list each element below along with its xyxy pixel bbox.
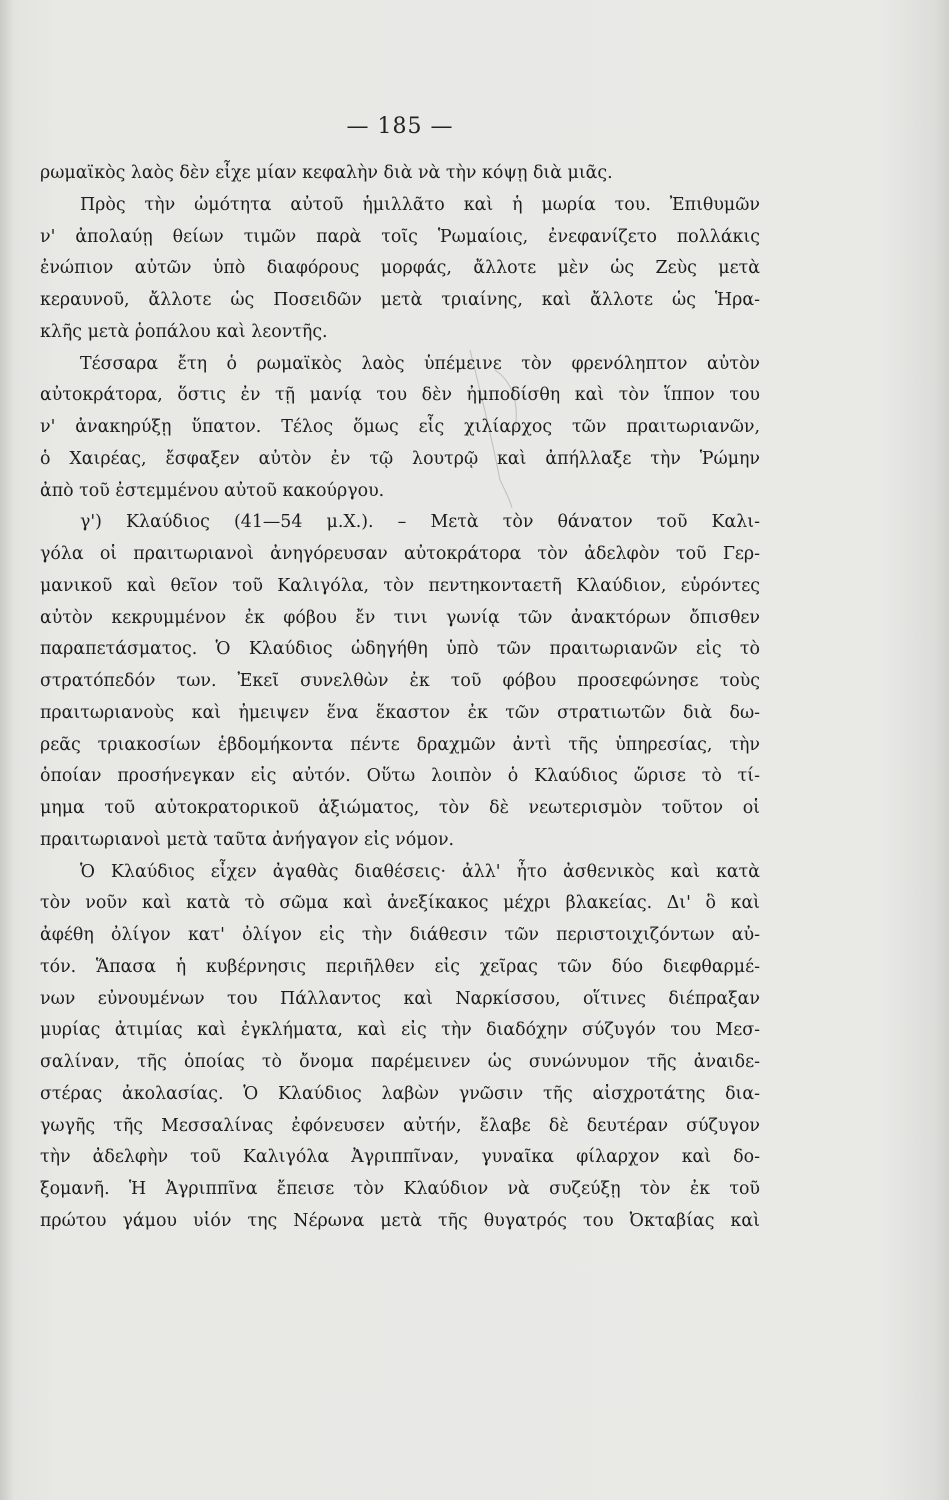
text-line: γ') Κλαύδιος (41—54 μ.Χ.). – Μετὰ τὸν θάνατον τοῦ Καλι- — [80, 512, 760, 533]
text-line: μανικοῦ καὶ θεῖον τοῦ Καλιγόλα, τὸν πεντηκονταετῆ Κλαύδιον, εὑρόντες — [40, 575, 760, 596]
text-line: στέρας ἀκολασίας. Ὁ Κλαύδιος λαβὼν γνῶσιν τῆς αἰσχροτάτης δια- — [40, 1083, 760, 1104]
text-line: πραιτωριανοὺς καὶ ἠμειψεν ἕνα ἕκαστον ἐκ τῶν στρατιωτῶν διὰ δω- — [40, 702, 760, 723]
text-line: παραπετάσματος. Ὁ Κλαύδιος ὡδηγήθη ὑπὸ τῶν πραιτωριανῶν εἰς τὸ — [40, 639, 760, 660]
text-line: γωγῆς τῆς Μεσσαλίνας ἐφόνευσεν αὐτήν, ἔλαβε δὲ δευτέραν σύζυγον — [40, 1115, 760, 1136]
text-line: ἀφέθη ὀλίγον κατ' ὀλίγον εἰς τὴν διάθεσιν τῶν περιστοιχιζόντων αὐ- — [40, 925, 760, 945]
text-line: ρωμαϊκὸς λαὸς δὲν εἶχε μίαν κεφαλὴν διὰ νὰ τὴν κόψῃ διὰ μιᾶς. — [40, 163, 613, 183]
text-line: σαλίναν, τῆς ὁποίας τὸ ὄνομα παρέμεινεν ὡς συνώνυμον τῆς ἀναιδε- — [40, 1052, 760, 1072]
text-line: αὐτοκράτορα, ὅστις ἐν τῇ μανίᾳ του δὲν ἠμποδίσθη καὶ τὸν ἵππον του — [40, 385, 760, 406]
text-line: ὁποίαν προσήνεγκαν εἰς αὐτόν. Οὕτω λοιπὸν ὁ Κλαύδιος ὥρισε τὸ τί- — [40, 766, 760, 787]
text-line: κεραυνοῦ, ἄλλοτε ὡς Ποσειδῶν μετὰ τριαίνης, καὶ ἄλλοτε ὡς Ἡρα- — [40, 290, 760, 310]
body-text — [40, 158, 760, 1238]
text-line: Τέσσαρα ἔτη ὁ ρωμαϊκὸς λαὸς ὑπέμεινε τὸν φρενόληπτον αὐτὸν — [80, 353, 760, 374]
text-line: ν' ἀπολαύῃ θείων τιμῶν παρὰ τοῖς Ῥωμαίοις, ἐνεφανίζετο πολλάκις — [40, 226, 760, 247]
text-line: πρώτου γάμου υἱόν της Νέρωνα μετὰ τῆς θυγατρός του Ὀκταβίας καὶ — [40, 1210, 760, 1231]
text-line: τὸν νοῦν καὶ κατὰ τὸ σῶμα καὶ ἀνεξίκακος μέχρι βλακείας. Δι' ὃ καὶ — [40, 893, 760, 914]
page-number: — 185 — — [346, 114, 454, 139]
text-line: ἐνώπιον αὐτῶν ὑπὸ διαφόρους μορφάς, ἄλλοτε μὲν ὡς Ζεὺς μετὰ — [40, 258, 760, 279]
text-line: Πρὸς τὴν ὠμότητα αὐτοῦ ἡμιλλᾶτο καὶ ἡ μωρία του. Ἐπιθυμῶν — [80, 194, 760, 215]
text-line: μυρίας ἀτιμίας καὶ ἐγκλήματα, καὶ εἰς τὴν διαδόχην σύζυγόν του Μεσ- — [40, 1020, 760, 1041]
text-line: τόν. Ἅπασα ἡ κυβέρνησις περιῆλθεν εἰς χεῖρας τῶν δύο διεφθαρμέ- — [40, 956, 760, 977]
text-line: ξομανῆ. Ἡ Ἀγριππῖνα ἔπεισε τὸν Κλαύδιον νὰ συζεύξῃ τὸν ἐκ τοῦ — [40, 1179, 760, 1199]
text-line: ἀπὸ τοῦ ἐστεμμένου αὐτοῦ κακούργου. — [40, 480, 385, 501]
text-line: αὐτὸν κεκρυμμένον ἐκ φόβου ἔν τινι γωνίᾳ τῶν ἀνακτόρων ὄπισθεν — [40, 607, 760, 628]
text-line: Ὁ Κλαύδιος εἶχεν ἀγαθὰς διαθέσεις· ἀλλ' ἦτο ἀσθενικὸς καὶ κατὰ — [80, 861, 760, 882]
text-line: κλῆς μετὰ ῥοπάλου καὶ λεοντῆς. — [40, 321, 328, 342]
text-line: ὁ Χαιρέας, ἔσφαξεν αὐτὸν ἐν τῷ λουτρῷ καὶ ἀπήλλαξε τὴν Ῥώμην — [40, 448, 760, 469]
text-line: γόλα οἱ πραιτωριανοὶ ἀνηγόρευσαν αὐτοκράτορα τὸν ἀδελφὸν τοῦ Γερ- — [40, 544, 760, 564]
text-line: στρατόπεδόν των. Ἐκεῖ συνελθὼν ἐκ τοῦ φόβου προσεφώνησε τοὺς — [40, 671, 760, 691]
text-line: πραιτωριανοὶ μετὰ ταῦτα ἀνήγαγον εἰς νόμον. — [40, 829, 455, 850]
text-line: ρεᾶς τριακοσίων ἑβδομήκοντα πέντε δραχμῶν ἀντὶ τῆς ὑπηρεσίας, τὴν — [40, 734, 760, 755]
text-line: μημα τοῦ αὐτοκρατορικοῦ ἀξιώματος, τὸν δὲ νεωτερισμὸν τοῦτον οἱ — [40, 798, 760, 818]
text-line: τὴν ἀδελφὴν τοῦ Καλιγόλα Ἀγριππῖναν, γυναῖκα φίλαρχον καὶ δο- — [40, 1147, 760, 1168]
text-line: νων εὐνουμένων του Πάλλαντος καὶ Ναρκίσσου, οἵτινες διέπραξαν — [40, 988, 760, 1009]
text-line: ν' ἀνακηρύξῃ ὕπατον. Τέλος ὅμως εἷς χιλίαρχος τῶν πραιτωριανῶν, — [40, 417, 760, 437]
